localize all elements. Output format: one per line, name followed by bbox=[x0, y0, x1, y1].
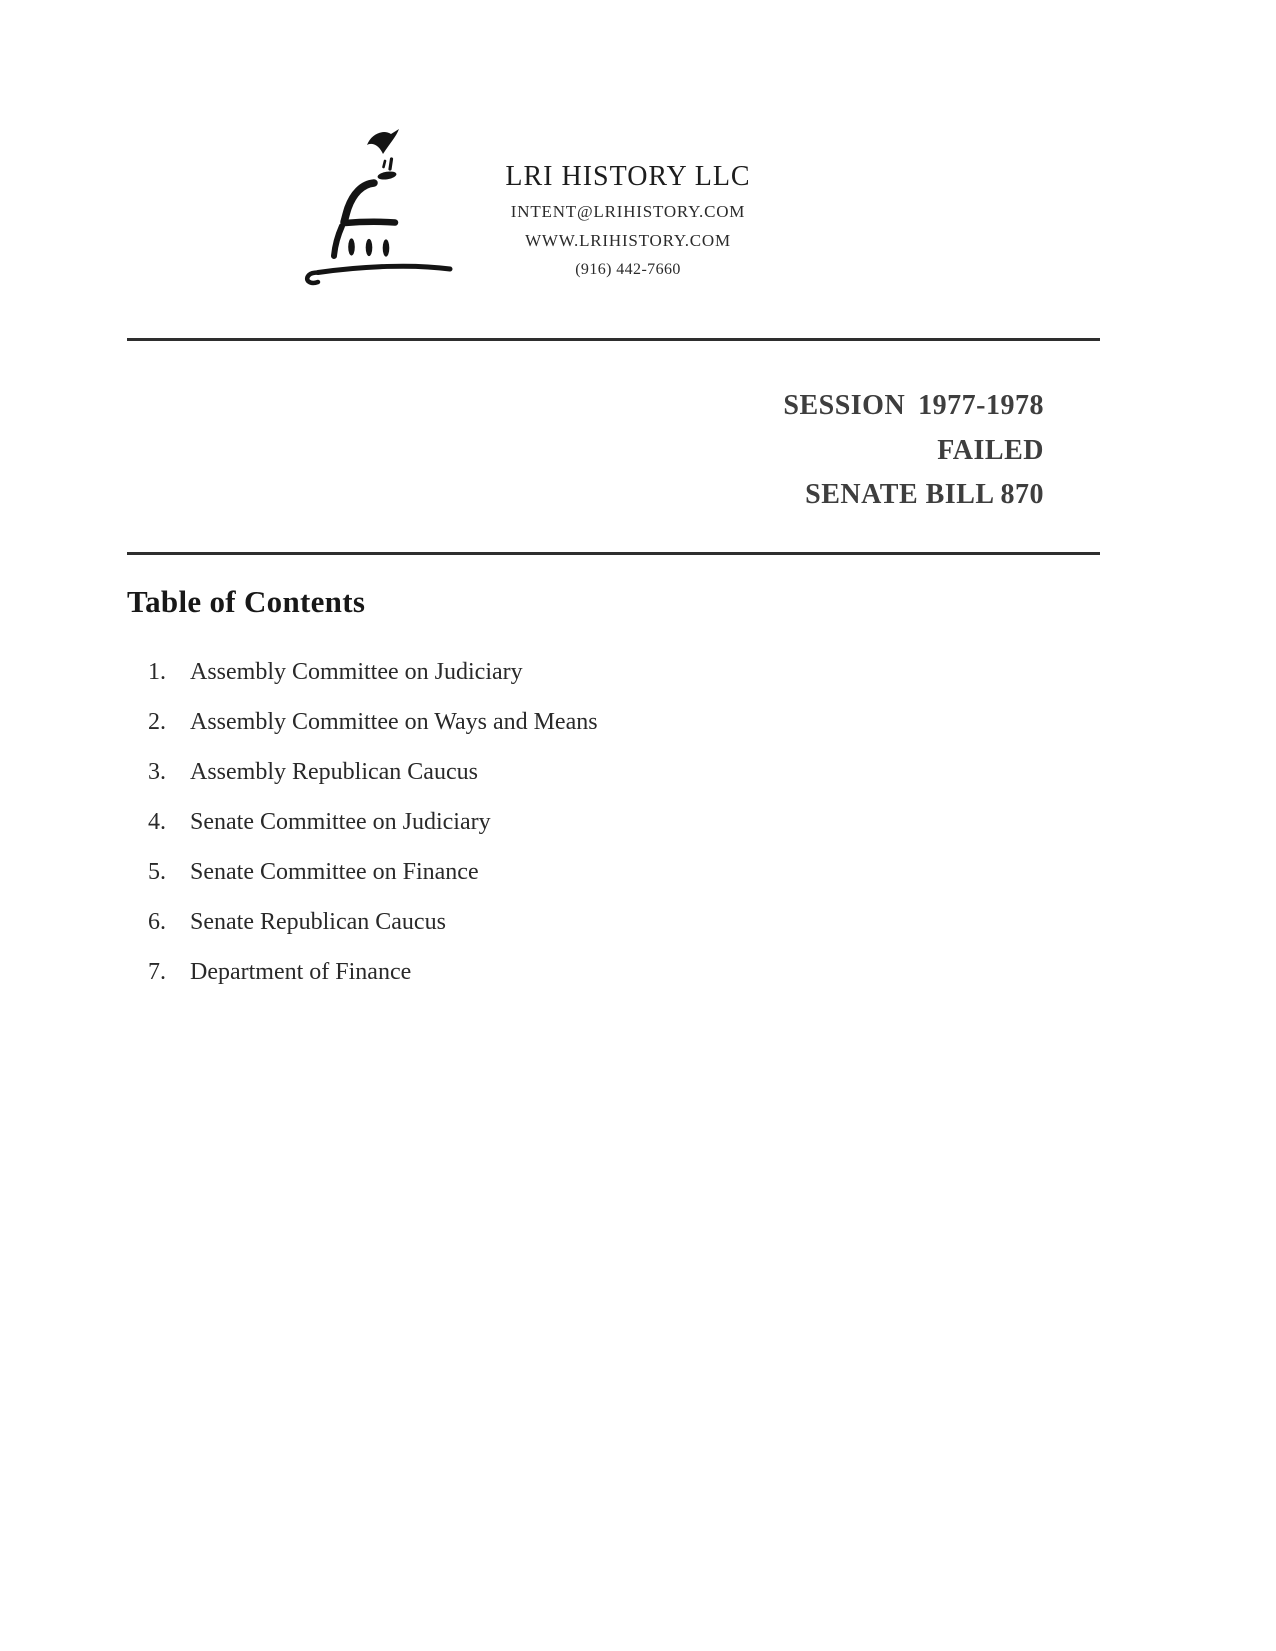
toc-item-number: 1. bbox=[148, 658, 166, 685]
session-years: 1977-1978 bbox=[918, 390, 1044, 421]
letterhead bbox=[448, 160, 808, 281]
toc-item-label: Senate Committee on Finance bbox=[190, 858, 479, 885]
toc-item-number: 3. bbox=[148, 758, 166, 785]
toc-list bbox=[148, 647, 948, 997]
bill-status: FAILED bbox=[937, 434, 1044, 466]
toc-item-label: Department of Finance bbox=[190, 958, 412, 985]
toc-item bbox=[148, 747, 948, 797]
toc-item-number: 5. bbox=[148, 858, 166, 885]
toc-item-number: 2. bbox=[148, 708, 166, 735]
toc-item-number: 6. bbox=[148, 908, 166, 935]
toc-item bbox=[148, 697, 948, 747]
toc-item bbox=[148, 797, 948, 847]
toc-item bbox=[148, 897, 948, 947]
company-name: LRI HISTORY LLC bbox=[505, 161, 751, 192]
horizontal-rule-top bbox=[127, 338, 1100, 341]
session-label: SESSION bbox=[783, 390, 906, 421]
toc-item bbox=[148, 647, 948, 697]
toc-item-label: Assembly Committee on Judiciary bbox=[190, 658, 523, 685]
toc-item-label: Assembly Committee on Ways and Means bbox=[190, 708, 598, 735]
capitol-dome-sketch-icon bbox=[288, 122, 460, 294]
session-block bbox=[783, 384, 1044, 518]
bill-number: SENATE BILL 870 bbox=[805, 479, 1044, 510]
company-email: INTENT@LRIHISTORY.COM bbox=[510, 202, 746, 221]
company-phone: (916) 442-7660 bbox=[575, 261, 681, 278]
toc-item bbox=[148, 847, 948, 897]
toc-item-label: Senate Republican Caucus bbox=[190, 908, 446, 935]
toc-item-number: 4. bbox=[148, 808, 166, 835]
session-line bbox=[783, 384, 1044, 429]
toc-title: Table of Contents bbox=[127, 584, 366, 619]
horizontal-rule-bottom bbox=[127, 552, 1100, 555]
toc-item-label: Assembly Republican Caucus bbox=[190, 758, 478, 785]
toc-item-label: Senate Committee on Judiciary bbox=[190, 808, 491, 835]
company-website: WWW.LRIHISTORY.COM bbox=[525, 231, 731, 250]
toc-item bbox=[148, 947, 948, 997]
toc-item-number: 7. bbox=[148, 958, 166, 985]
